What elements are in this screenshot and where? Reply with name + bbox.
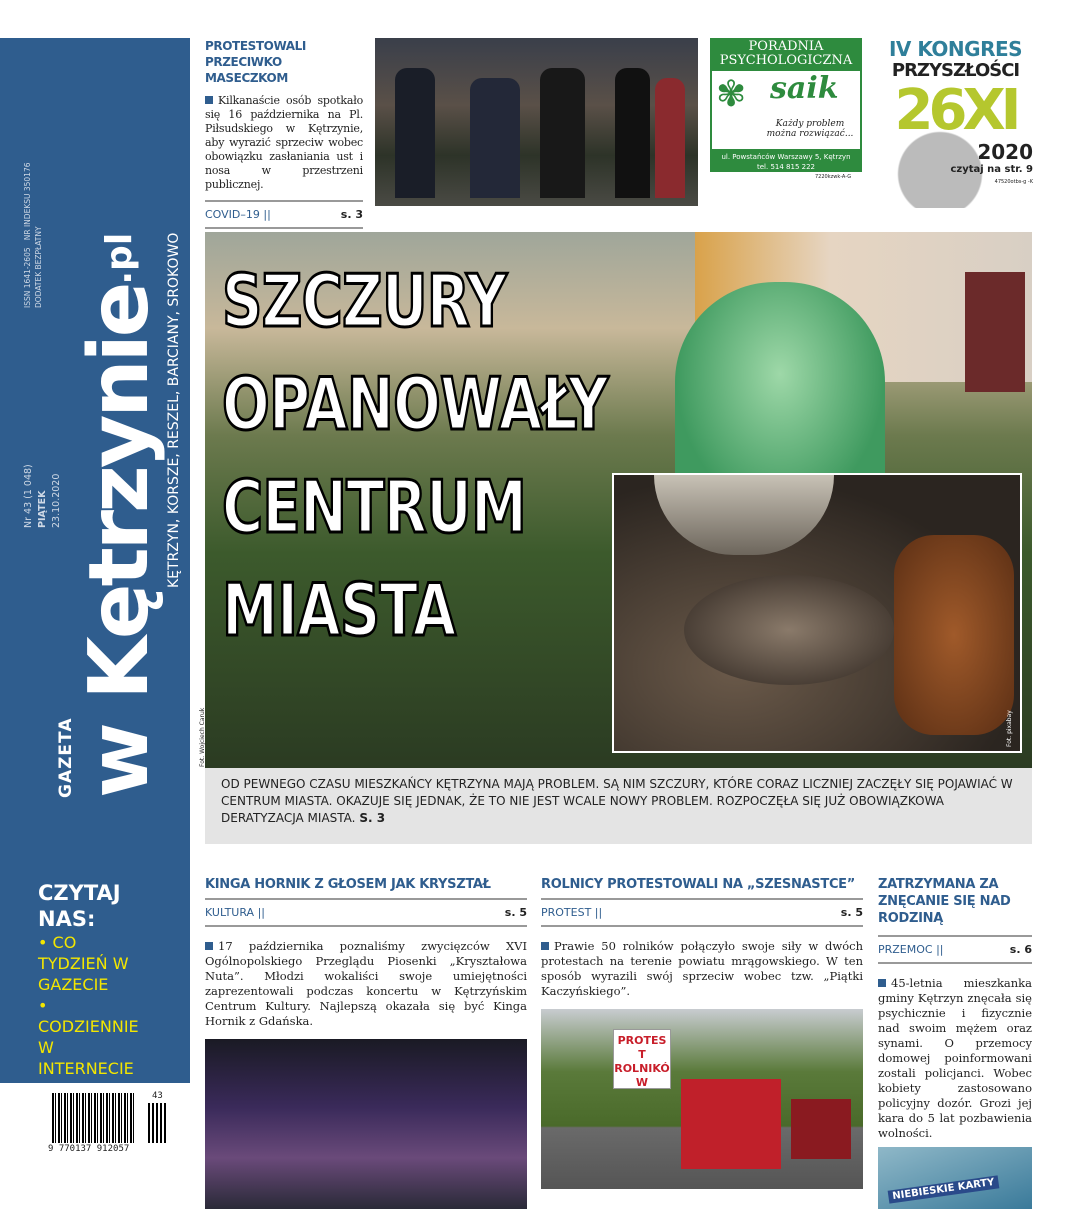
headline-line: CENTRUM <box>222 465 527 549</box>
ad-brand: saik <box>770 71 839 106</box>
top-article[interactable] <box>205 38 363 229</box>
issue-info <box>22 408 70 528</box>
headline-line: SZCZURY <box>222 259 507 343</box>
article-headline[interactable]: KINGA HORNIK Z GŁOSEM JAK KRYSZTAŁ <box>205 877 491 892</box>
ad-kongres[interactable] <box>878 38 1033 208</box>
concert-photo <box>205 1039 527 1209</box>
ad-slogan: Każdy problem można rozwiązać... <box>766 119 854 139</box>
index-number: NR INDEKSU 350176 <box>23 162 32 241</box>
photo-credit-rat: Fot. pixabay <box>1006 710 1013 747</box>
mask-protest-photo <box>375 38 698 206</box>
kongres-subtitle: PRZYSZŁOŚCI <box>891 60 1020 81</box>
top-article-headline[interactable]: PROTESTOWALI PRZECIWKO MASECZKOM <box>205 39 306 85</box>
ad-phone: tel. 514 815 222 <box>757 163 815 171</box>
kongres-date: 26XI <box>894 78 1017 143</box>
article-kinga[interactable] <box>205 876 527 1209</box>
masthead-logo[interactable] <box>72 68 167 798</box>
kongres-year: 2020 <box>977 140 1033 164</box>
article-section: PROTEST || s. 5 <box>541 898 863 927</box>
article-section: KULTURA || s. 5 <box>205 898 527 927</box>
protest-sign: PROTEST ROLNIKÓW <box>613 1029 671 1089</box>
towns-list: KĘTRZYN, KORSZE, RESZEL, BARCIANY, SROKOWO <box>166 232 182 588</box>
barcode-number: 9 770137 912057 <box>48 1144 130 1154</box>
top-article-section: COVID–19 || s. 3 <box>205 200 363 229</box>
article-section: PRZEMOC || s. 6 <box>878 935 1032 964</box>
article-rolnicy[interactable] <box>541 876 863 1189</box>
issue-day: PIĄTEK <box>37 490 48 528</box>
supplement-note: DODATEK BEZPŁATNY <box>34 226 43 308</box>
article-headline[interactable]: ZATRZYMANA ZA ZNĘCANIE SIĘ NAD RODZINĄ <box>878 877 1011 926</box>
article-przemoc[interactable] <box>878 876 1032 1209</box>
promo-title: CZYTAJ NAS: <box>38 881 121 931</box>
rat-photo <box>612 473 1022 753</box>
kongres-title: IV KONGRES <box>888 37 1023 61</box>
ad-title: PORADNIA PSYCHOLOGICZNA <box>719 39 853 68</box>
article-body: 17 października poznaliśmy zwycięzców XVI Ogólnopolskiego Przeglądu Piosenki „Kryształowa Nuta”. Młodzi wokaliści swoje umiejętności zaprezentowali podczas koncertu w Kętrzyńskim Centrum Kultury. Najlepszą okazała się być Kinga Hornik z Gdańska. <box>205 939 527 1028</box>
kongres-more: czytaj na str. 9 <box>950 164 1033 175</box>
masthead-sidebar <box>0 38 190 1083</box>
article-body: Prawie 50 rolników połączyło swoje siły w dwóch protestach na terenie powiatu mrągowskiego. W ten sposób wyrazili swój sprzeciw wobec tzw. „Piątki Kaczyńskiego”. <box>541 939 863 998</box>
barcode <box>48 1091 172 1163</box>
ad-code: 47520otbs-g -K <box>994 179 1033 185</box>
photo-text: NIEBIESKIE KARTY <box>888 1175 1000 1203</box>
headline-line: OPANOWAŁY <box>222 362 608 446</box>
issn: ISSN 1641-2605 <box>23 247 32 308</box>
article-body: 45-letnia mieszkanka gminy Kętrzyn znęcała się psychicznie i fizycznie nad swoim mężem oraz synami. O przemocy domowej poinformowani zostali policjanci. Wobec kobiety zastosowano policyjny dozór. Grozi jej kara do 5 lat pozbawienia wolności. <box>878 976 1032 1140</box>
logo-suffix: .pl <box>99 232 140 285</box>
article-headline[interactable]: ROLNICY PROTESTOWALI NA „SZESNASTCE” <box>541 877 856 892</box>
ad-code: 7220kzwk-A-G <box>815 174 852 180</box>
logo-text: w Kętrzynie <box>72 284 167 798</box>
top-article-body: Kilkanaście osób spotkało się 16 października na Pl. Piłsudskiego w Kętrzynie, aby wyrazić sprzeciw wobec obowiązku zasłaniania ust i nosa w przestrzeni publicznej. <box>205 94 363 191</box>
issn-info <box>22 78 46 308</box>
barcode-issue-code: 43 <box>152 1091 163 1101</box>
promo-item: • CO TYDZIEŃ W GAZECIE <box>38 933 129 994</box>
ad-address: ul. Powstańców Warszawy 5, Kętrzyn <box>721 153 851 161</box>
read-us-promo <box>38 880 148 1079</box>
issue-date: 23.10.2020 <box>51 473 62 528</box>
ad-poradnia[interactable] <box>710 38 862 172</box>
tractor-photo <box>541 1009 863 1189</box>
promo-item: • CODZIENNIE W INTERNECIE <box>38 996 139 1078</box>
photo-credit: Fot. Wojciech Caruk <box>199 707 206 767</box>
main-story-lead: OD PEWNEGO CZASU MIESZKAŃCY KĘTRZYNA MAJĄ PROBLEM. SĄ NIM SZCZURY, KTÓRE CORAZ LICZNIEJ ZACZĘŁY SIĘ POJAWIAĆ W CENTRUM MIASTA. OKAZUJE SIĘ JEDNAK, ŻE TO NIE JEST WCALE NOWY PROBLEM. ROZPOCZĘŁA SIĘ JUŻ OBOWIĄZKOWA DERATYZACJA MIASTA. S. 3 <box>205 768 1032 844</box>
knot-icon: ✾ <box>716 74 747 115</box>
main-headline[interactable] <box>222 250 608 662</box>
logo-gazeta: GAZETA <box>56 717 76 798</box>
headline-line: MIASTA <box>222 568 456 652</box>
issue-number: Nr 43 (1 048) <box>23 464 34 528</box>
